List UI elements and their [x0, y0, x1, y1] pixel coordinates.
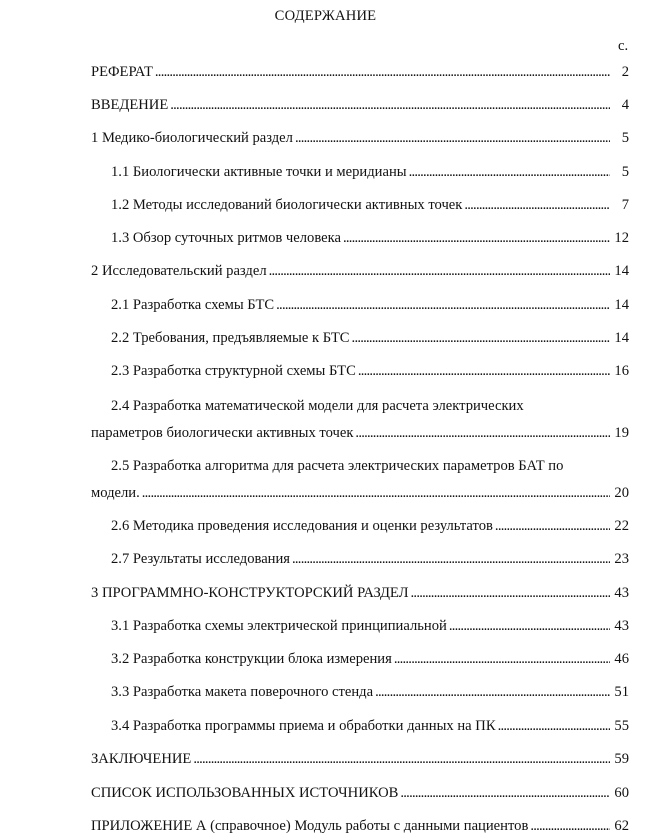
toc-entry-label: 3.1 Разработка схемы электрической принципиальной: [111, 618, 447, 634]
dot-leader: [355, 424, 610, 442]
toc-entry-references[interactable]: [91, 784, 629, 802]
toc-entry-label: 1.1 Биологически активные точки и меридианы: [111, 164, 407, 180]
toc-entry-label: 3 ПРОГРАММНО-КОНСТРУКТОРСКИЙ РАЗДЕЛ: [91, 585, 409, 601]
toc-entry-label: 2.3 Разработка структурной схемы БТС: [111, 363, 356, 379]
toc-entry-section-2[interactable]: [91, 262, 629, 280]
dot-leader: [352, 329, 610, 347]
toc-entry-label: 2.6 Методика проведения исследования и оценки результатов: [111, 518, 493, 534]
toc-entry-referat[interactable]: [91, 63, 629, 81]
toc-entry-page: 2: [621, 64, 629, 80]
toc-entry-2-4[interactable]: [91, 424, 629, 442]
dot-leader: [295, 129, 610, 147]
dot-leader: [343, 229, 610, 247]
toc-entry-page: 19: [614, 425, 629, 441]
page-title: СОДЕРЖАНИЕ: [274, 8, 377, 24]
dot-leader: [269, 262, 610, 280]
toc-entry-2-2[interactable]: [111, 329, 629, 347]
toc-entry-label: 3.2 Разработка конструкции блока измерения: [111, 651, 392, 667]
toc-entry-appendix-a[interactable]: [91, 817, 629, 835]
toc-entry-page: 12: [614, 230, 629, 246]
toc-entry-page: 62: [614, 818, 629, 834]
toc-entry-page: 43: [614, 585, 629, 601]
toc-entry-label: 1.3 Обзор суточных ритмов человека: [111, 230, 341, 246]
toc-entry-label: 1.2 Методы исследований биологически активных точек: [111, 197, 463, 213]
toc-entry-page: 14: [614, 297, 629, 313]
dot-leader: [292, 550, 610, 568]
dot-leader: [142, 484, 610, 502]
toc-entry-label: 2.2 Требования, предъявляемые к БТС: [111, 330, 350, 346]
toc-entry-page: 5: [621, 164, 629, 180]
toc-entry-page: 60: [614, 785, 629, 801]
toc-entry-page: 23: [614, 551, 629, 567]
toc-entry-label: параметров биологически активных точек: [91, 425, 354, 441]
toc-entry-page: 22: [614, 518, 629, 534]
toc-entry-2-3[interactable]: [111, 362, 629, 380]
toc-entry-label: 2.7 Результаты исследования: [111, 551, 291, 567]
toc-entry-section-3[interactable]: [91, 584, 629, 602]
toc-entry-2-1[interactable]: [111, 296, 629, 314]
page-column-label: с.: [618, 38, 629, 54]
toc-entry-page: 5: [621, 130, 629, 146]
toc-entry-1-3[interactable]: [111, 229, 629, 247]
toc-entry-1-2[interactable]: [111, 196, 629, 214]
dot-leader: [495, 517, 610, 535]
dot-leader: [400, 784, 610, 802]
toc-entry-1-1[interactable]: [111, 163, 629, 181]
dot-leader: [498, 717, 610, 735]
dot-leader: [409, 163, 610, 181]
toc-entry-3-1[interactable]: [111, 617, 629, 635]
toc-entry-page: 7: [621, 197, 629, 213]
dot-leader: [375, 683, 610, 701]
toc-entry-label: РЕФЕРАТ: [91, 64, 153, 80]
toc-entry-label: СПИСОК ИСПОЛЬЗОВАННЫХ ИСТОЧНИКОВ: [91, 785, 399, 801]
toc-entry-2-4-line1[interactable]: 2.4 Разработка математической модели для расчета электрических: [111, 398, 524, 414]
toc-entry-label: ВВЕДЕНИЕ: [91, 97, 169, 113]
dot-leader: [276, 296, 610, 314]
toc-entry-introduction[interactable]: [91, 96, 629, 114]
toc-entry-page: 20: [614, 485, 629, 501]
dot-leader: [464, 196, 610, 214]
toc-entry-page: 59: [614, 751, 629, 767]
dot-leader: [411, 584, 610, 602]
dot-leader: [449, 617, 610, 635]
toc-entry-label: 3.3 Разработка макета поверочного стенда: [111, 684, 374, 700]
toc-entry-3-3[interactable]: [111, 683, 629, 701]
dot-leader: [155, 63, 610, 81]
toc-entry-2-5-line1[interactable]: 2.5 Разработка алгоритма для расчета электрических параметров БАТ по: [111, 458, 564, 474]
toc-entry-2-7[interactable]: [111, 550, 629, 568]
toc-entry-page: 14: [614, 330, 629, 346]
toc-entry-conclusion[interactable]: [91, 750, 629, 768]
dot-leader: [193, 750, 610, 768]
toc-entry-page: 51: [614, 684, 629, 700]
toc-entry-label: 2 Исследовательский раздел: [91, 263, 267, 279]
toc-entry-page: 43: [614, 618, 629, 634]
toc-entry-page: 14: [614, 263, 629, 279]
toc-entry-section-1[interactable]: [91, 129, 629, 147]
toc-entry-2-5[interactable]: [91, 484, 629, 502]
dot-leader: [358, 362, 610, 380]
toc-entry-3-2[interactable]: [111, 650, 629, 668]
dot-leader: [530, 817, 610, 835]
toc-entry-page: 16: [614, 363, 629, 379]
dot-leader: [170, 96, 610, 114]
toc-entry-page: 4: [621, 97, 629, 113]
dot-leader: [394, 650, 610, 668]
toc-entry-3-4[interactable]: [111, 717, 629, 735]
toc-entry-label: ЗАКЛЮЧЕНИЕ: [91, 751, 192, 767]
toc-entry-2-6[interactable]: [111, 517, 629, 535]
toc-entry-label: ПРИЛОЖЕНИЕ А (справочное) Модуль работы с данными пациентов: [91, 818, 529, 834]
toc-entry-page: 55: [614, 718, 629, 734]
toc-entry-label: 2.1 Разработка схемы БТС: [111, 297, 275, 313]
toc-entry-label: 3.4 Разработка программы приема и обработки данных на ПК: [111, 718, 496, 734]
toc-entry-label: 1 Медико-биологический раздел: [91, 130, 293, 146]
toc-entry-label: модели.: [91, 485, 140, 501]
toc-entry-page: 46: [614, 651, 629, 667]
